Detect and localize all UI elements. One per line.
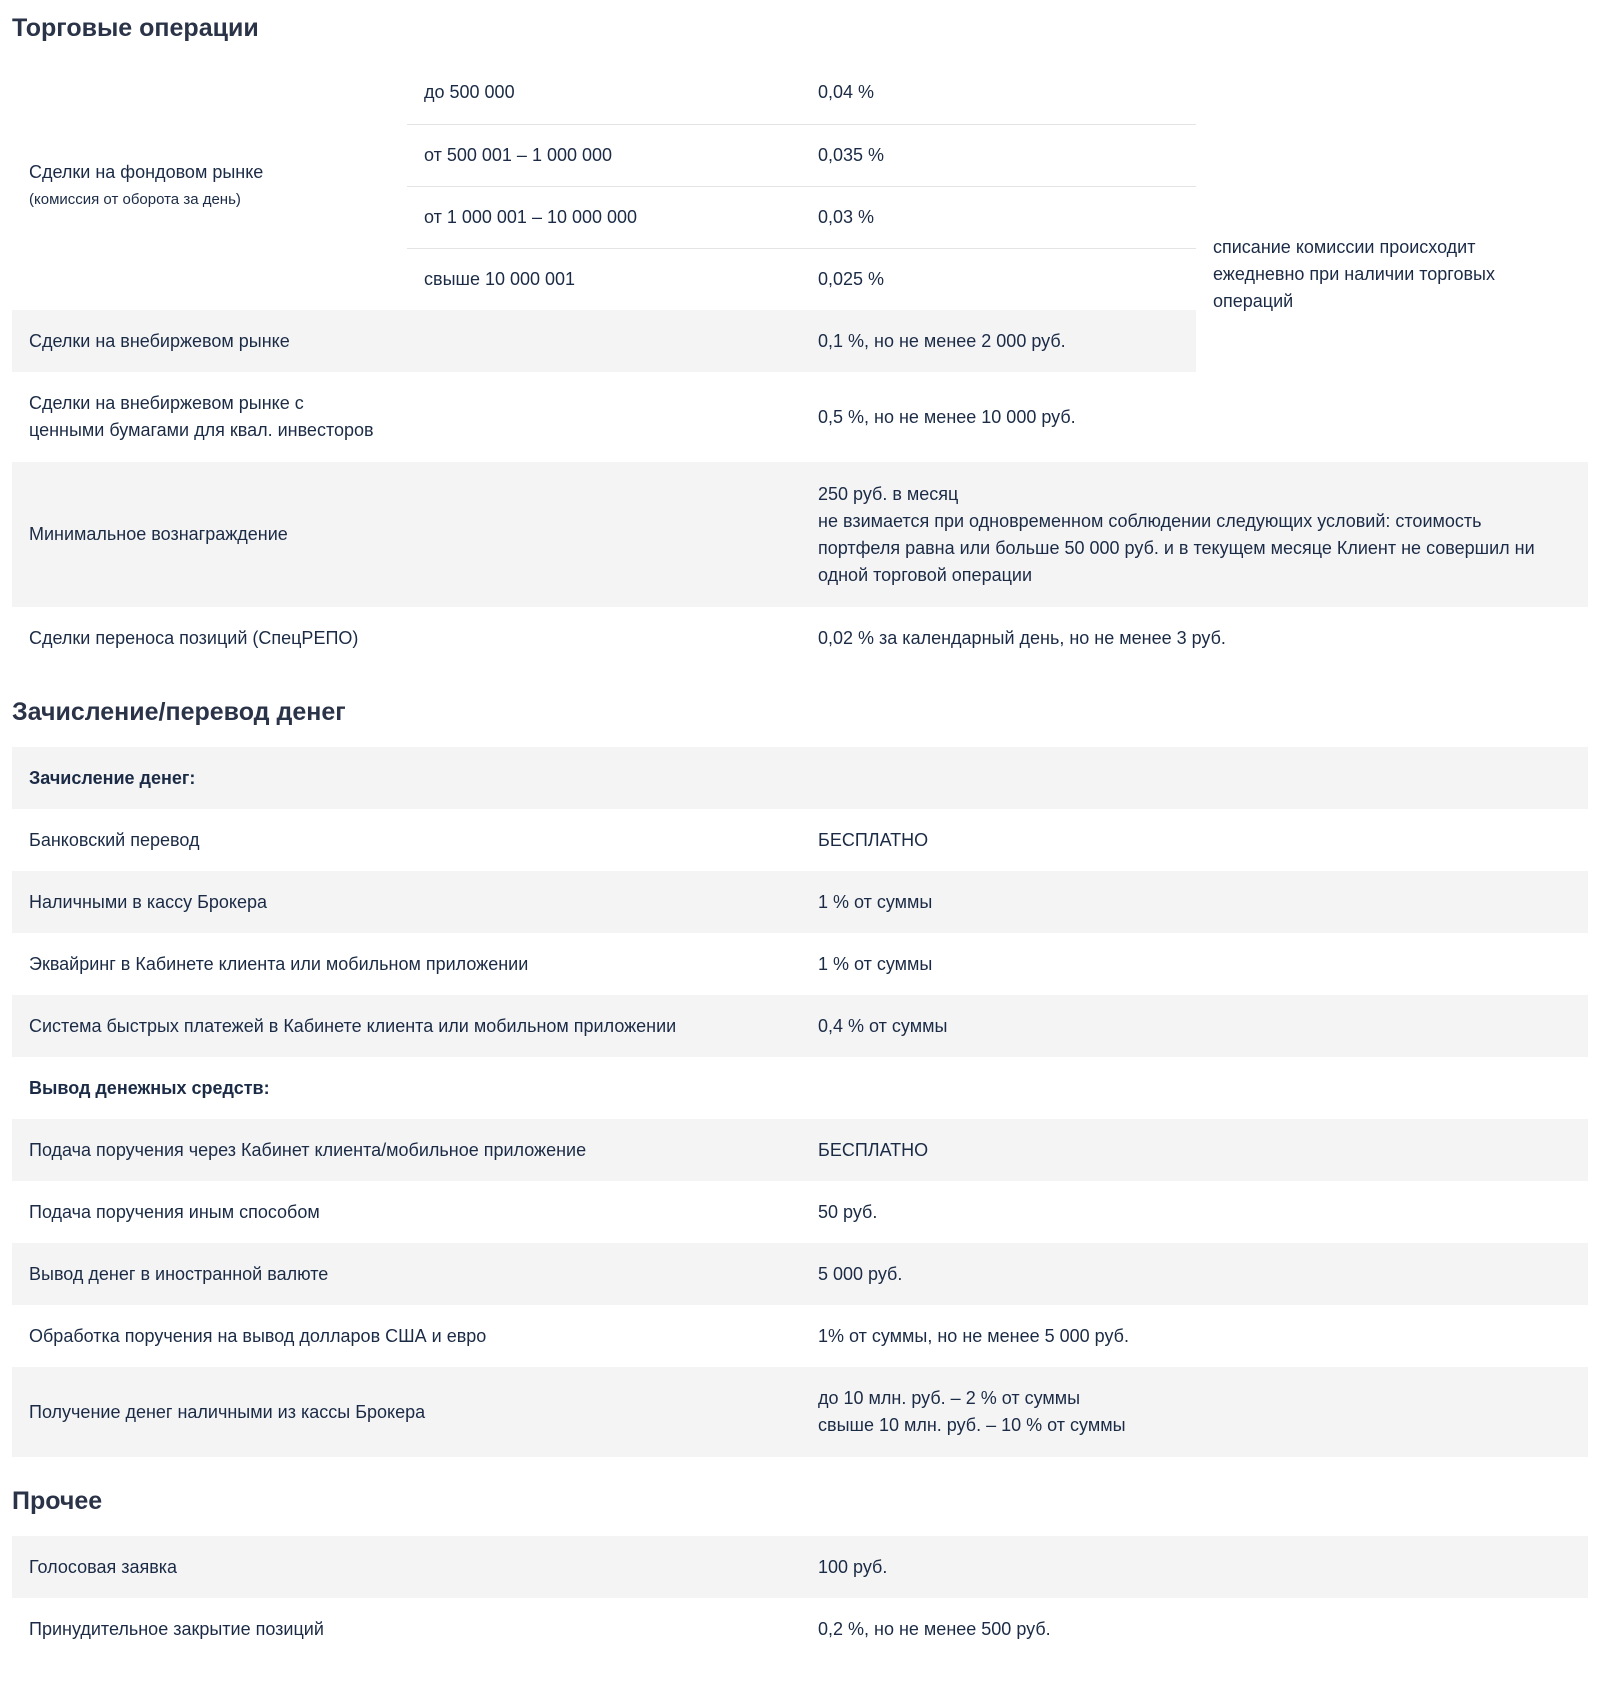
repo-label: Сделки переноса позиций (СпецРЕПО) xyxy=(29,627,359,648)
otc-qual-label-line: Сделки на внебиржевом рынке с xyxy=(29,393,304,413)
cash-out-row xyxy=(12,1367,1588,1457)
row-value: 1% от суммы, но не менее 5 000 руб. xyxy=(818,1325,1129,1346)
row-label: Обработка поручения на вывод долларов США и евро xyxy=(29,1325,487,1346)
row-value: 100 руб. xyxy=(818,1556,888,1577)
min-fee-value-cell xyxy=(801,462,1588,607)
row-label: Система быстрых платежей в Кабинете клиента или мобильном приложении xyxy=(29,1015,677,1036)
table-row xyxy=(12,809,1588,871)
otc-qual-row xyxy=(12,372,1588,462)
otc-qual-label-line: ценными бумагами для квал. инвесторов xyxy=(29,420,374,440)
cash-out-value-cell xyxy=(801,1367,1588,1457)
otc-label: Сделки на внебиржевом рынке xyxy=(12,310,801,372)
withdraw-header: Вывод денежных средств: xyxy=(29,1077,270,1098)
cash-out-value-line: до 10 млн. руб. – 2 % от суммы xyxy=(818,1388,1081,1408)
table-row xyxy=(12,995,1588,1057)
stock-label-cell xyxy=(12,62,407,310)
table-row xyxy=(12,871,1588,933)
tier-range: от 500 001 – 1 000 000 xyxy=(407,124,801,186)
tier-rate: 0,035 % xyxy=(801,124,1196,186)
min-fee-value-line: одной торговой операции xyxy=(818,564,1033,585)
tier-rate: 0,025 % xyxy=(801,248,1196,310)
min-fee-label: Минимальное вознаграждение xyxy=(12,462,801,607)
cash-out-value-line: свыше 10 млн. руб. – 10 % от суммы xyxy=(818,1415,1126,1435)
row-label: Подача поручения иным способом xyxy=(29,1201,320,1222)
withdraw-header-row xyxy=(12,1057,1588,1119)
row-value: 0,4 % от суммы xyxy=(818,1015,948,1036)
commission-note: списание комиссии происходит ежедневно при наличии торговых операций xyxy=(1213,237,1495,311)
deposit-header: Зачисление денег: xyxy=(29,767,196,788)
money-section-title: Зачисление/перевод денег xyxy=(12,698,346,726)
tier-rate: 0,03 % xyxy=(801,186,1196,248)
other-section-title: Прочее xyxy=(12,1487,103,1515)
otc-qual-label-cell xyxy=(12,372,801,462)
other-table xyxy=(12,1536,1588,1660)
stock-note: (комиссия от оборота за день) xyxy=(29,191,241,208)
row-value: 50 руб. xyxy=(818,1201,878,1222)
money-table xyxy=(12,747,1588,1457)
row-label: Вывод денег в иностранной валюте xyxy=(29,1263,329,1284)
table-row xyxy=(12,1119,1588,1181)
table-row xyxy=(12,1181,1588,1243)
trading-section-title: Торговые операции xyxy=(12,14,259,42)
stock-tier-row xyxy=(12,62,1588,124)
min-fee-value-line: 250 руб. в месяц xyxy=(818,483,959,504)
deposit-header-row xyxy=(12,747,1588,809)
tier-range: свыше 10 000 001 xyxy=(407,248,801,310)
row-value: БЕСПЛАТНО xyxy=(818,1139,929,1160)
table-row xyxy=(12,1598,1588,1660)
row-label: Подача поручения через Кабинет клиента/мобильное приложение xyxy=(29,1139,587,1160)
row-label: Голосовая заявка xyxy=(29,1556,178,1577)
stock-label: Сделки на фондовом рынке xyxy=(29,162,264,182)
row-value: 0,2 %, но не менее 500 руб. xyxy=(818,1618,1051,1639)
tier-range: от 1 000 001 – 10 000 000 xyxy=(407,186,801,248)
tier-rate: 0,04 % xyxy=(818,82,875,103)
trading-table xyxy=(12,62,1588,669)
row-label: Эквайринг в Кабинете клиента или мобильном приложении xyxy=(29,953,529,974)
row-value: БЕСПЛАТНО xyxy=(818,829,929,850)
row-value: 5 000 руб. xyxy=(818,1263,903,1284)
otc-value: 0,1 %, но не менее 2 000 руб. xyxy=(801,310,1196,372)
table-row xyxy=(12,1243,1588,1305)
repo-value: 0,02 % за календарный день, но не менее 3 руб. xyxy=(818,627,1226,648)
row-value: 1 % от суммы xyxy=(818,891,933,912)
row-label: Принудительное закрытие позиций xyxy=(29,1618,324,1639)
repo-row xyxy=(12,607,1588,669)
min-fee-value-line: портфеля равна или больше 50 000 руб. и в текущем месяце Клиент не совершил ни xyxy=(818,537,1535,558)
tier-range: до 500 000 xyxy=(424,82,515,103)
min-fee-value-line: не взимается при одновременном соблюдении следующих условий: стоимость xyxy=(818,510,1482,531)
row-label: Банковский перевод xyxy=(29,829,200,850)
otc-qual-value: 0,5 %, но не менее 10 000 руб. xyxy=(818,406,1076,427)
row-label: Наличными в кассу Брокера xyxy=(29,891,268,912)
commission-note-cell xyxy=(1196,62,1588,372)
table-row xyxy=(12,1305,1588,1367)
table-row xyxy=(12,933,1588,995)
min-fee-row xyxy=(12,462,1588,607)
table-row xyxy=(12,1536,1588,1598)
row-value: 1 % от суммы xyxy=(818,953,933,974)
cash-out-label: Получение денег наличными из кассы Брокера xyxy=(29,1401,426,1422)
